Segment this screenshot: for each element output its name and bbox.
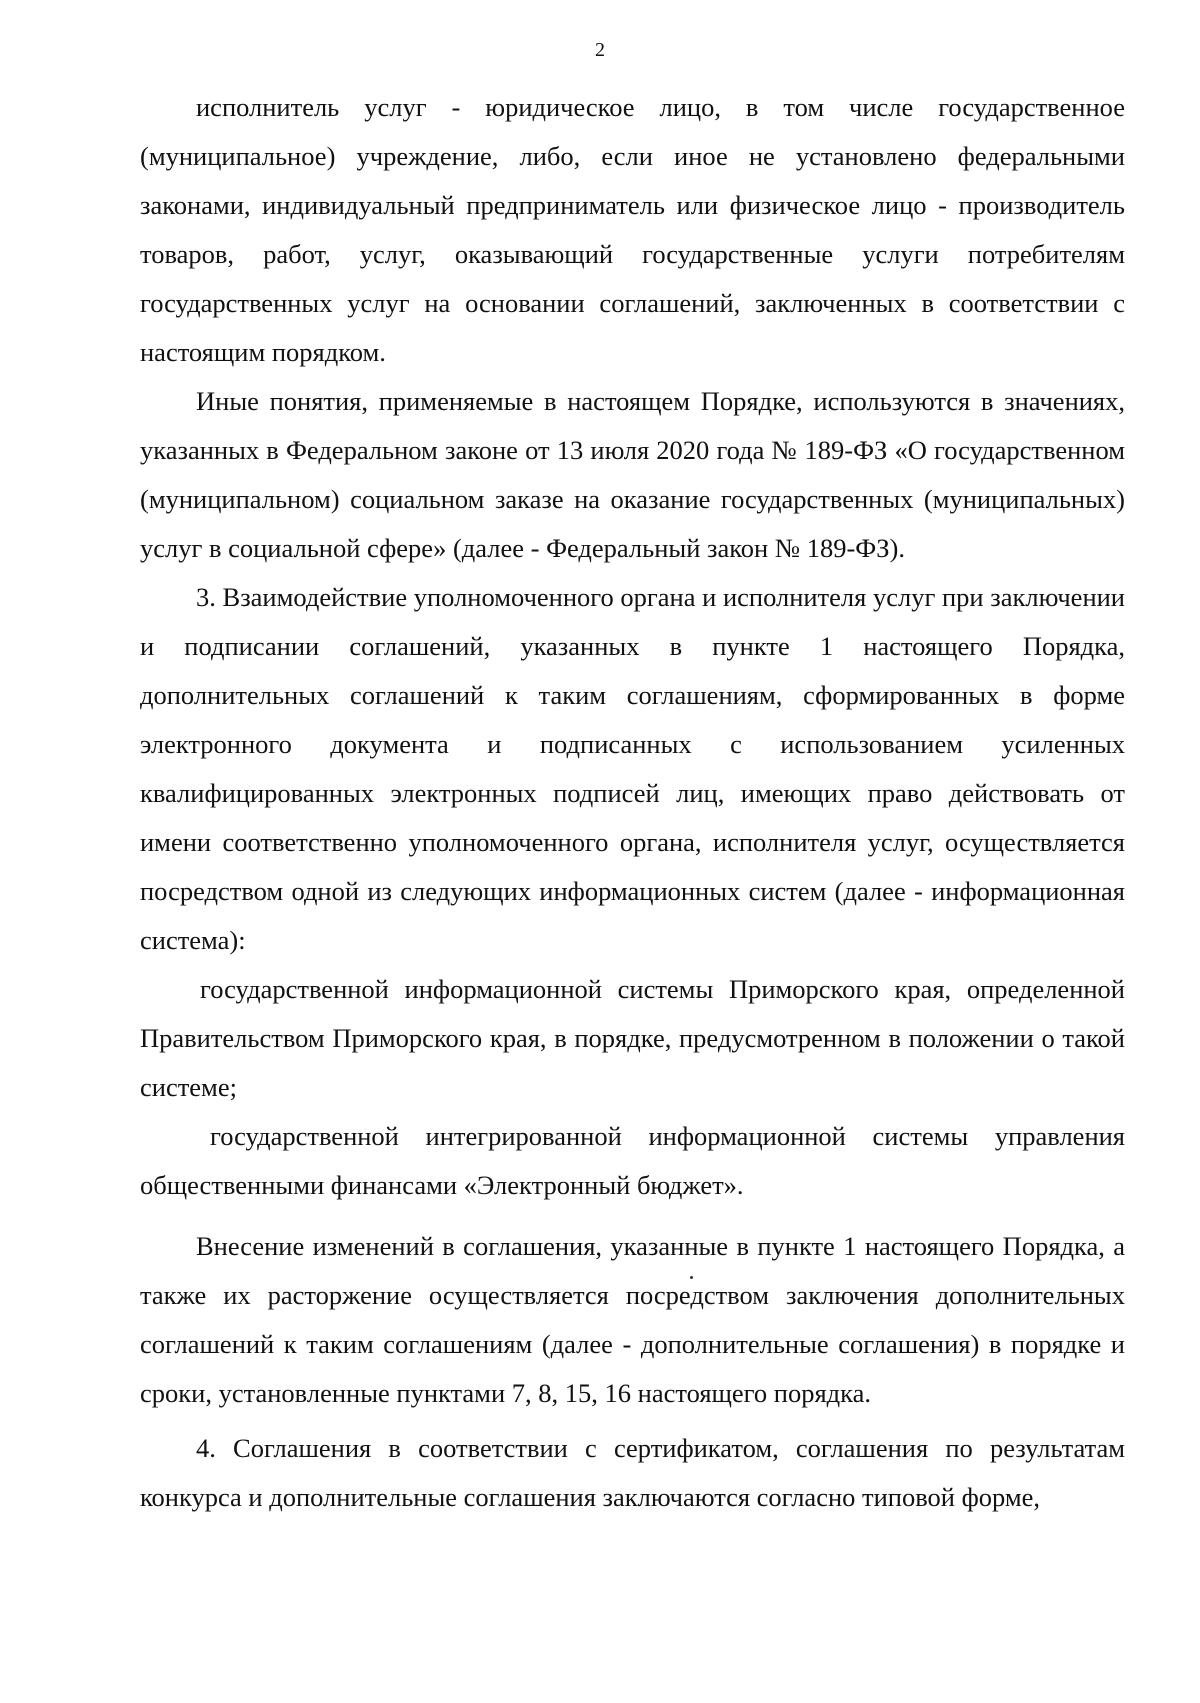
paragraph-other-terms: Иные понятия, применяемые в настоящем Порядке, используются в значениях, указанных в Федеральном законе от 13 июля 2020 года № 189-ФЗ «О государственном (муниципальном) социальном заказе на оказание государственных (муниципальных) услуг в социальной сфере» (далее - Федеральный закон № 189-ФЗ).: [140, 386, 1125, 563]
paragraph-item-3: 3. Взаимодействие уполномоченного органа и исполнителя услуг при заключении и подписании соглашений, указанных в пункте 1 настоящего Порядка, дополнительных соглашений к таким соглашениям, сформированных в форме электронного документа и подписанных с использованием усиленных квалифицированных электронных подписей лиц, имеющих право действовать от имени соответственно уполномоченного органа, исполнителя услуг, осуществляется посредством одной из следующих информационных систем (далее - информационная система):: [140, 582, 1125, 955]
document-body: [140, 83, 1125, 1522]
page-number: 2: [595, 39, 605, 61]
paragraph-item-4: 4. Соглашения в соответствии с сертификатом, соглашения по результатам конкурса и дополнительные соглашения заключаются согласно типовой форме,: [140, 1433, 1125, 1512]
paragraph-service-provider-definition: исполнитель услуг - юридическое лицо, в том числе государственное (муниципальное) учреждение, либо, если иное не установлено федеральными законами, индивидуальный предприниматель или физическое лицо - производитель товаров, работ, услуг, оказывающий государственные услуги потребителям государственных услуг на основании соглашений, заключенных в соответствии с настоящим порядком.: [140, 92, 1125, 367]
paragraph-electronic-budget: государственной интегрированной информационной системы управления общественными финансами «Электронный бюджет».: [140, 1121, 1125, 1200]
paragraph-regional-info-system: государственной информационной системы Приморского края, определенной Правительством Приморского края, в порядке, предусмотренном в положении о такой системе;: [140, 974, 1125, 1102]
paragraph-amendments: Внесение изменений в соглашения, указанные в пункте 1 настоящего Порядка, а также их расторжение осуществляется посредством заключения дополнительных соглашений к таким соглашениям (далее - дополнительные соглашения) в порядке и сроки, установленные пунктами 7, 8, 15, 16 настоящего порядка.: [140, 1231, 1125, 1408]
scan-artifact-dot: [690, 1276, 693, 1279]
